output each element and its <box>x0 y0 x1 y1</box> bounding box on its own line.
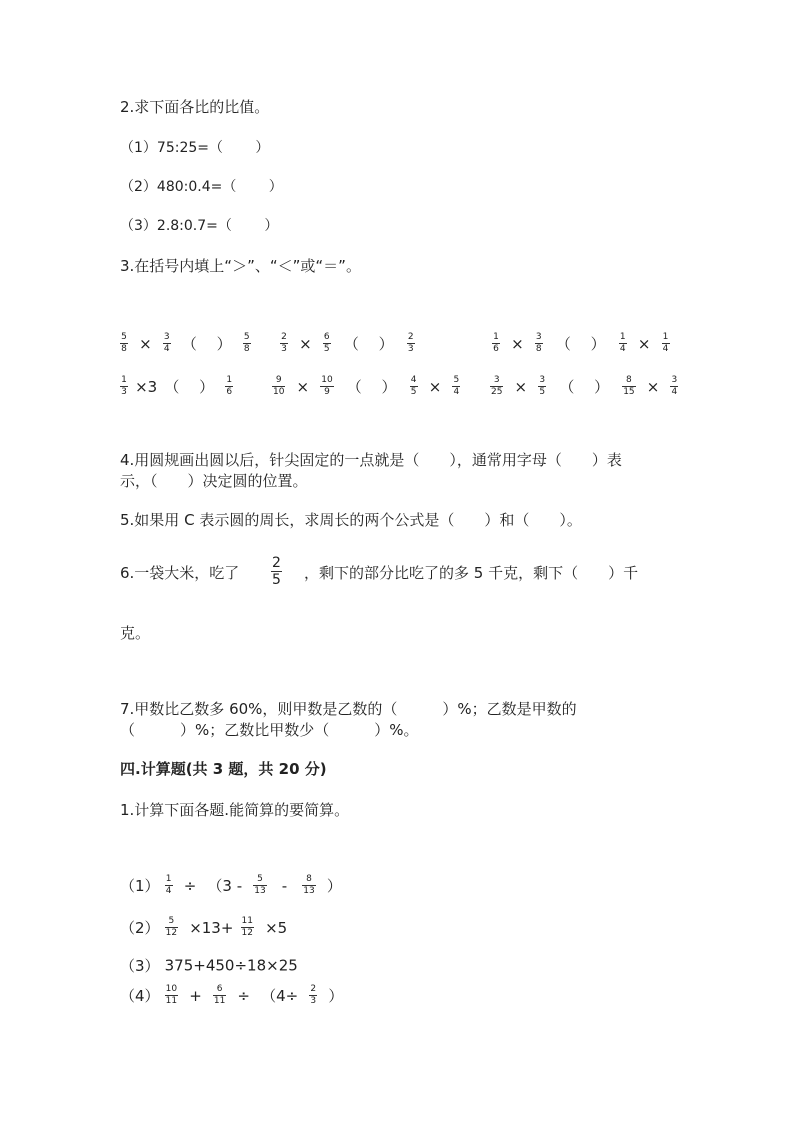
q2-title: 2.求下面各比的比值。 <box>120 98 270 116</box>
q6-pre: 6.一袋大米，吃了 <box>120 564 240 582</box>
plus-sign: + <box>189 986 202 1005</box>
q3-row2-item-a <box>120 375 233 398</box>
fraction: $\frac{1}{6}$ <box>226 375 233 397</box>
calc-problem-1: （1） $\frac{1}{4}$ ÷ （3 - $\frac{5}{13}$ - $\frac{8}{13}$ ） <box>120 874 342 896</box>
times-sign: × <box>511 334 524 353</box>
compare-blank[interactable]: （ ） <box>164 378 215 396</box>
fraction: $\frac{2}{3}$ <box>281 332 287 354</box>
compare-blank[interactable]: （ ） <box>555 335 606 353</box>
times-three: ×3 <box>135 377 158 396</box>
times-sign: × <box>296 377 310 396</box>
fraction: $\frac{5}{8}$ <box>121 332 127 354</box>
q3-row1-item-a <box>120 332 251 355</box>
calc-problem-4: （4） $\frac{10}{11}$ + $\frac{6}{11}$ ÷ （4÷ $\frac{2}{3}$ ） <box>120 984 344 1006</box>
q7-line-2: （ ）%；乙数比甲数少（ ）%。 <box>120 721 419 739</box>
fraction: $\frac{8}{13}$ <box>303 874 315 896</box>
fraction: $\frac{10}{9}$ <box>321 375 333 397</box>
fraction: $\frac{1}{3}$ <box>121 375 127 397</box>
q7-line-1: 7.甲数比乙数多 60%，则甲数是乙数的（ ）%；乙数是甲数的 <box>120 700 577 718</box>
times-sign: × <box>637 334 651 353</box>
fraction: $\frac{11}{12}$ <box>241 916 253 938</box>
minus-sign: - <box>281 876 288 895</box>
fraction: $\frac{1}{4}$ <box>662 332 669 354</box>
divide-sign: ÷ <box>237 986 250 1005</box>
compare-blank[interactable]: （ ） <box>559 378 610 396</box>
calc-title: 1.计算下面各题.能简算的要简算。 <box>120 801 350 819</box>
divide-sign: ÷ <box>183 876 197 895</box>
fraction: $\frac{5}{13}$ <box>254 874 266 896</box>
fraction: $\frac{2}{3}$ <box>407 332 414 354</box>
problem-label: （2） <box>120 919 160 937</box>
fraction: $\frac{9}{10}$ <box>273 375 285 397</box>
q6-fraction: $\frac{2}{5}$ <box>272 555 281 588</box>
calc-problem-3 <box>120 955 298 976</box>
fraction: $\frac{3}{5}$ <box>539 375 546 397</box>
q3-row1-item-c <box>492 332 670 355</box>
q3-row1-item-b <box>280 332 415 355</box>
fraction: $\frac{3}{8}$ <box>535 332 542 354</box>
fraction: $\frac{3}{25}$ <box>491 375 503 397</box>
fraction: $\frac{5}{12}$ <box>165 916 178 938</box>
fraction: $\frac{2}{3}$ <box>310 984 317 1006</box>
section-heading: 四.计算题(共 3 题，共 20 分) <box>120 760 327 778</box>
q4-line-2: 示，（ ）决定圆的位置。 <box>120 472 308 490</box>
times-sign: × <box>514 377 528 396</box>
fraction: $\frac{1}{4}$ <box>165 874 172 896</box>
fraction: $\frac{1}{6}$ <box>493 332 499 354</box>
fraction: $\frac{6}{5}$ <box>323 332 330 354</box>
compare-blank[interactable]: （ ） <box>346 378 397 396</box>
fraction: $\frac{6}{11}$ <box>213 984 226 1006</box>
times-sign: × <box>646 377 660 396</box>
q5-text: 5.如果用 C 表示圆的周长，求周长的两个公式是（ ）和（ ）。 <box>120 511 582 529</box>
problem-label: （4） <box>120 987 160 1005</box>
fraction: $\frac{5}{4}$ <box>453 375 460 397</box>
times-sign: × <box>428 377 442 396</box>
q6-post: ，剩下的部分比吃了的多 5 千克，剩下（ ）千 <box>304 564 639 582</box>
q6-line-2: 克。 <box>120 624 151 642</box>
q2-item-1: （1）75:25=（ ） <box>120 140 270 156</box>
times-sign: × <box>299 334 312 353</box>
fraction: $\frac{4}{5}$ <box>410 375 417 397</box>
fraction: $\frac{3}{4}$ <box>671 375 678 397</box>
compare-blank[interactable]: （ ） <box>181 335 232 353</box>
problem-label: （3） <box>120 957 160 975</box>
calc-problem-2: （2） $\frac{5}{12}$ ×13+ $\frac{11}{12}$ ×5 <box>120 916 288 938</box>
fraction: $\frac{1}{4}$ <box>619 332 626 354</box>
expression: 375+450÷18×25 <box>164 956 298 975</box>
problem-label: （1） <box>120 877 160 895</box>
times-sign: × <box>139 334 152 353</box>
q3-row2-item-c <box>490 375 678 398</box>
q2-item-3: （3）2.8:0.7=（ ） <box>120 218 279 234</box>
q2-item-2: （2）480:0.4=（ ） <box>120 179 283 195</box>
q3-row2-item-b <box>272 375 460 398</box>
compare-blank[interactable]: （ ） <box>343 335 394 353</box>
fraction: $\frac{3}{4}$ <box>163 332 170 354</box>
q3-title: 3.在括号内填上“＞”、“＜”或“＝”。 <box>120 257 361 275</box>
fraction: $\frac{5}{8}$ <box>243 332 250 354</box>
fraction: $\frac{10}{11}$ <box>165 984 178 1006</box>
q4-line-1: 4.用圆规画出圆以后，针尖固定的一点就是（ ），通常用字母（ ）表 <box>120 451 622 469</box>
fraction: $\frac{8}{15}$ <box>623 375 635 397</box>
